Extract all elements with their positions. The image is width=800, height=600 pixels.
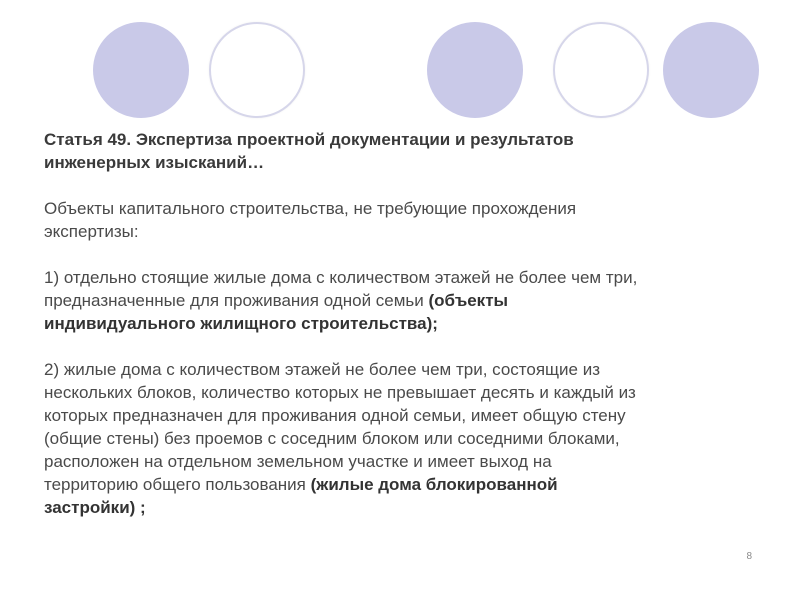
intro-paragraph bbox=[44, 197, 764, 243]
item-2-line-6: территорию общего пользования bbox=[44, 475, 311, 494]
item-1-line-2: предназначенные для проживания одной семьи bbox=[44, 291, 429, 310]
item-2-line-2: нескольких блоков, количество которых не превышает десять и каждый из bbox=[44, 383, 636, 402]
decor-circle-filled-3 bbox=[663, 22, 759, 118]
decor-circle-outline-1 bbox=[209, 22, 305, 118]
item-2-paragraph bbox=[44, 358, 764, 519]
page-number: 8 bbox=[746, 551, 752, 562]
decor-circle-filled-1 bbox=[93, 22, 189, 118]
slide-content bbox=[44, 128, 764, 519]
intro-line-1: Объекты капитального строительства, не требующие прохождения bbox=[44, 199, 577, 218]
decor-circle-filled-2 bbox=[427, 22, 523, 118]
item-2-bold-1: (жилые дома блокированной bbox=[310, 475, 558, 494]
title-line-1: Статья 49. Экспертиза проектной документации и результатов bbox=[44, 130, 574, 149]
item-2-line-3: которых предназначен для проживания одной семьи, имеет общую стену bbox=[44, 406, 626, 425]
item-1-bold-2: индивидуального жилищного строительства); bbox=[44, 314, 438, 333]
title-line-2: инженерных изысканий… bbox=[44, 153, 265, 172]
item-1-bold-1: (объекты bbox=[428, 291, 509, 310]
item-1-line-1: 1) отдельно стоящие жилые дома с количеством этажей не более чем три, bbox=[44, 268, 638, 287]
item-2-line-1: 2) жилые дома с количеством этажей не более чем три, состоящие из bbox=[44, 360, 601, 379]
item-2-line-5: расположен на отдельном земельном участке и имеет выход на bbox=[44, 452, 552, 471]
item-2-line-4: (общие стены) без проемов с соседним блоком или соседними блоками, bbox=[44, 429, 620, 448]
item-2-bold-2: застройки) ; bbox=[44, 498, 146, 517]
item-1-paragraph bbox=[44, 266, 764, 335]
intro-line-2: экспертизы: bbox=[44, 222, 139, 241]
decor-circle-outline-2 bbox=[553, 22, 649, 118]
slide-title bbox=[44, 128, 764, 174]
